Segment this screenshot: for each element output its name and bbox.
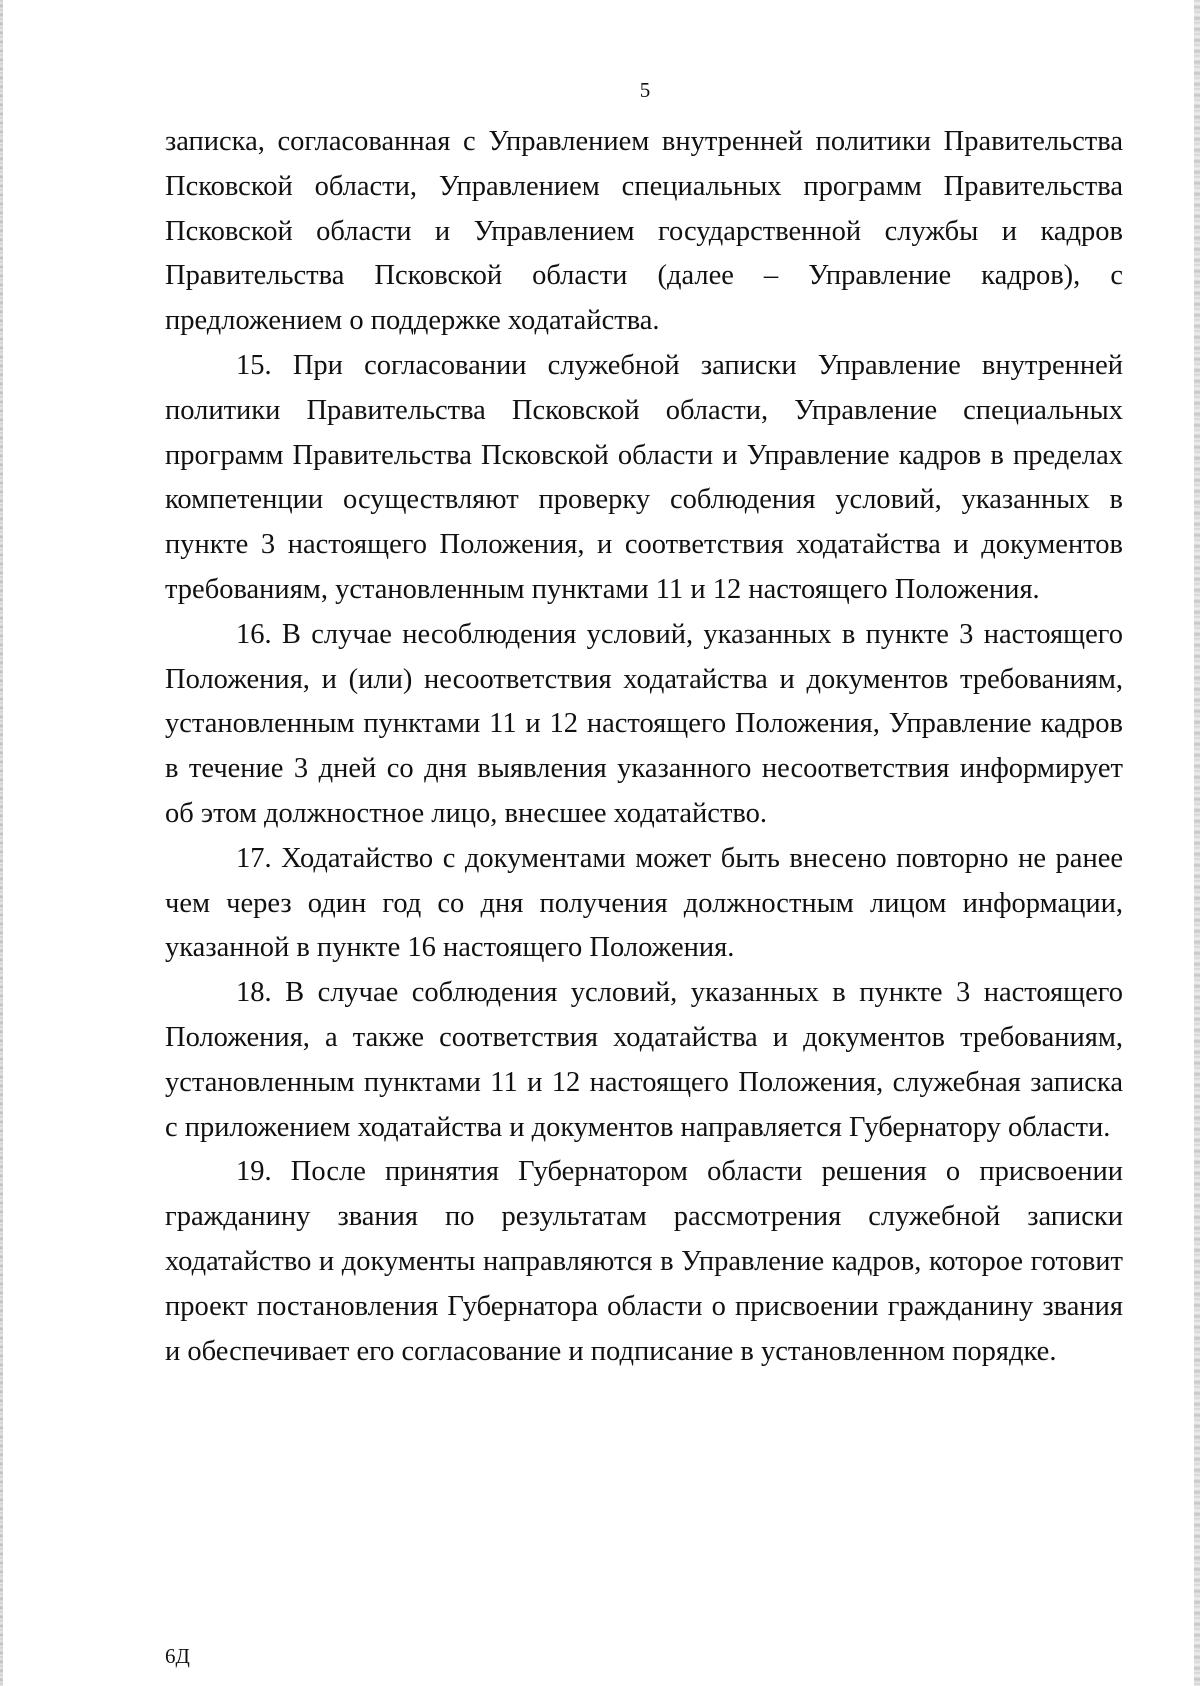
paragraph-17: 17. Ходатайство с документами может быть внесено повторно не ранее чем через один год со дня получения должностным лицом информации, указанной в пункте 16 настоящего Положения. <box>165 842 1123 964</box>
page-number: 5 <box>639 78 651 102</box>
paragraph-15: 15. При согласовании служебной записки Управление внутренней политики Правительства Псковской области, Управление специальных программ Правительства Псковской области и Управление кадров в пределах компетенции осуществляют проверку соблюдения условий, указанных в пункте 3 настоящего Положения, и соответствия ходатайства и документов требованиям, установленным пунктами 11 и 12 настоящего Положения. <box>165 349 1123 605</box>
paragraph-16: 16. В случае несоблюдения условий, указанных в пункте 3 настоящего Положения, и (или) несоответствия ходатайства и документов требованиям, установленным пунктами 11 и 12 настоящего Положения, Управление кадров в течение 3 дней со дня выявления указанного несоответствия информирует об этом должностное лицо, внесшее ходатайство. <box>165 618 1123 829</box>
paragraph-19: 19. После принятия Губернатором области решения о присвоении гражданину звания по результатам рассмотрения служебной записки ходатайство и документы направляются в Управление кадров, которое готовит проект постановления Губернатора области о присвоении гражданину звания и обеспечивает его согласование и подписание в установленном порядке. <box>165 1156 1123 1367</box>
footer-code: 6Д <box>165 1644 190 1668</box>
scan-edge-left <box>0 0 3 1686</box>
document-body <box>165 120 1123 1374</box>
paragraph-continuation: записка, согласованная с Управлением внутренней политики Правительства Псковской области, Управлением специальных программ Правительства Псковской области и Управлением государственной службы и кадров Правительства Псковской области (далее – Управление кадров), с предложением о поддержке ходатайства. <box>165 126 1123 337</box>
scan-edge-right <box>1194 0 1200 1686</box>
paragraph-18: 18. В случае соблюдения условий, указанных в пункте 3 настоящего Положения, а также соответствия ходатайства и документов требованиям, установленным пунктами 11 и 12 настоящего Положения, служебная записка с приложением ходатайства и документов направляется Губернатору области. <box>165 977 1123 1143</box>
